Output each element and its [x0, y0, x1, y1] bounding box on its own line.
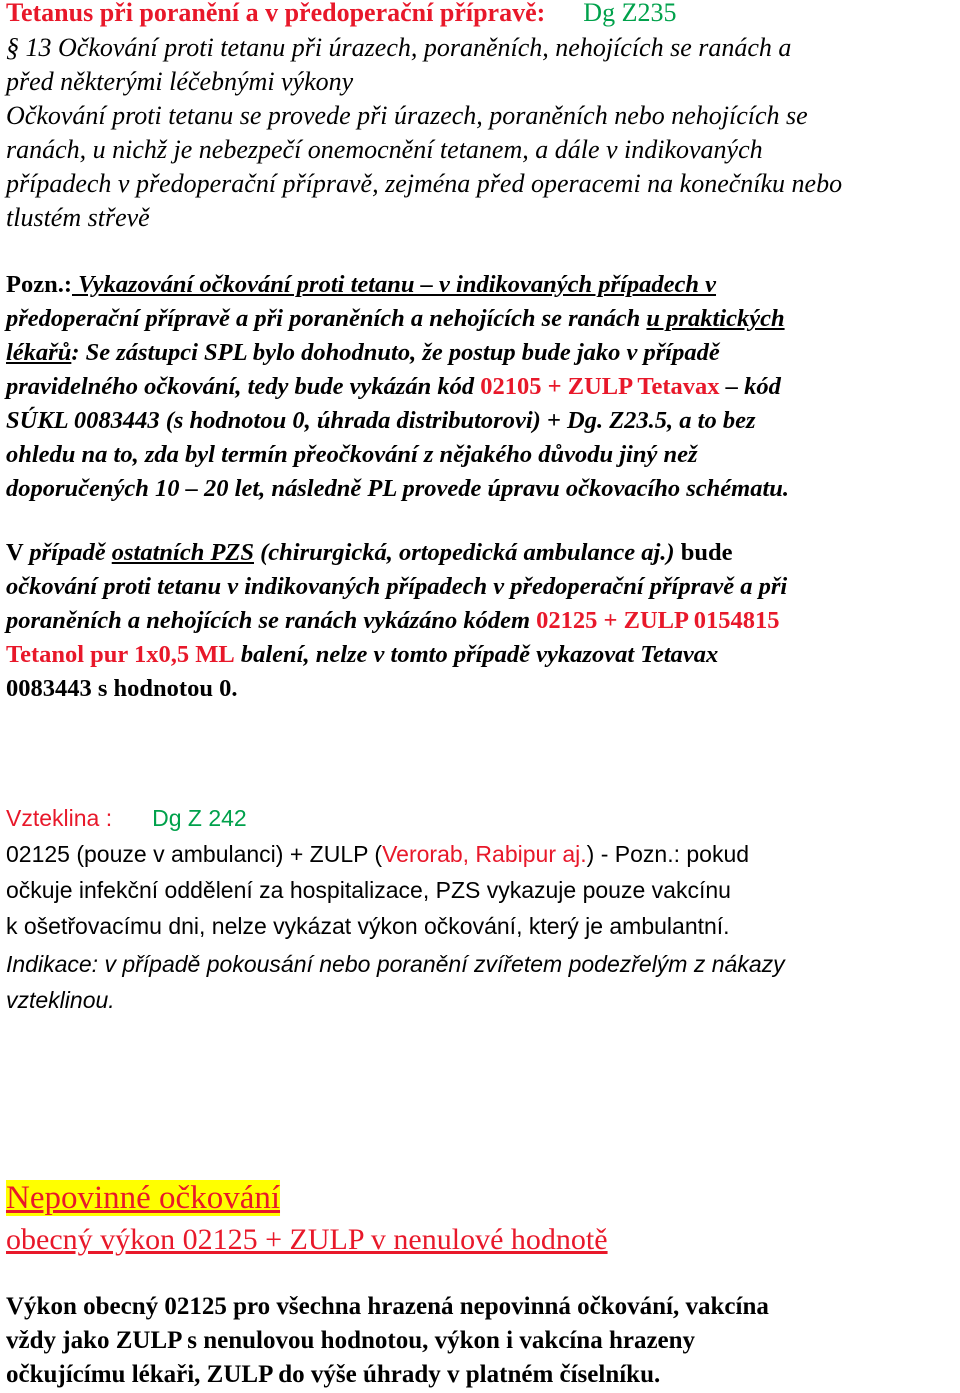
tetanus-text-line: před některými léčebnými výkony [6, 67, 354, 96]
pzs-line: poraněních a nehojících se ranách vykázáno kódem 02125 + ZULP 0154815 [6, 607, 780, 634]
tetanus-heading-line [6, 0, 676, 30]
optional-text-line: očkujícímu lékaři, ZULP do výše úhrady v platném číselníku. [6, 1361, 661, 1388]
tetanus-text-line: ranách, u nichž je nebezpečí onemocnění tetanem, a dále v indikovaných [6, 135, 763, 164]
rabies-indication: vzteklinou. [6, 987, 115, 1013]
note-line: doporučených 10 – 20 let, následně PL provede úpravu očkovacího schématu. [6, 475, 790, 502]
note-code-tetavax: 02105 + ZULP Tetavax [480, 373, 720, 400]
note-line: SÚKL 0083443 (s hodnotou 0, úhrada distributorovi) + Dg. Z23.5, a to bez [6, 407, 756, 434]
optional-text-line: vždy jako ZULP s nenulovou hodnotou, výkon i vakcína hrazeny [6, 1327, 696, 1354]
optional-text-line: Výkon obecný 02125 pro všechna hrazená nepovinná očkování, vakcína [6, 1293, 769, 1320]
tetanus-text-line: případech v předoperační přípravě, zejména před operacemi na konečníku nebo [6, 169, 843, 198]
tetanus-section-line: § 13 Očkování proti tetanu při úrazech, poraněních, nehojících se ranách a [6, 33, 792, 62]
rabies-indication: Indikace: v případě pokousání nebo poranění zvířetem podezřelým z nákazy [6, 951, 785, 977]
note-line: předoperační přípravě a při poraněních a nehojících se ranách u praktických [6, 305, 785, 332]
rabies-vaccines: Verorab, Rabipur aj. [382, 841, 587, 867]
optional-subheading: obecný výkon 02125 + ZULP v nenulové hodnotě [6, 1223, 608, 1256]
rabies-line: k ošetřovacímu dni, nelze vykázat výkon očkování, který je ambulantní. [6, 913, 730, 939]
pzs-line: 0083443 s hodnotou 0. [6, 675, 238, 702]
tetanus-text-line: Očkování proti tetanu se provede při úrazech, poraněních nebo nehojících se [6, 101, 808, 130]
rabies-heading-line [6, 800, 247, 836]
note-line: pravidelného očkování, tedy bude vykázán kód 02105 + ZULP Tetavax – kód [6, 373, 781, 400]
rabies-line: očkuje infekční oddělení za hospitalizace, PZS vykazuje pouze vakcínu [6, 877, 731, 903]
rabies-dg-code: Dg Z 242 [152, 805, 247, 831]
pzs-line: Tetanol pur 1x0,5 ML balení, nelze v tomto případě vykazovat Tetavax [6, 641, 719, 668]
note-text: Vykazování očkování proti tetanu – v indikovaných případech v [72, 271, 717, 298]
note-line [6, 268, 716, 302]
note-line: ohledu na to, zda byl termín přeočkování z nějakého důvodu jiný než [6, 441, 698, 468]
tetanus-heading: Tetanus při poranění a v předoperační přípravě: [6, 0, 546, 27]
tetanus-dg-code: Dg Z235 [583, 0, 677, 27]
pzs-line: očkování proti tetanu v indikovaných případech v předoperační přípravě a při [6, 573, 788, 600]
rabies-heading: Vzteklina : [6, 805, 113, 831]
rabies-line: 02125 (pouze v ambulanci) + ZULP (Verorab, Rabipur aj.) - Pozn.: pokud [6, 841, 750, 867]
optional-heading: Nepovinné očkování [6, 1180, 281, 1216]
pzs-code: 02125 + ZULP 0154815 [536, 607, 780, 634]
note-label: Pozn.: [6, 271, 72, 298]
pzs-line: V případě ostatních PZS (chirurgická, ortopedická ambulance aj.) bude [6, 539, 733, 566]
note-practitioners: u praktických [646, 305, 785, 332]
optional-heading-line [6, 1177, 280, 1219]
tetanus-text-line: tlustém střevě [6, 203, 150, 232]
note-line: lékařů: Se zástupci SPL bylo dohodnuto, že postup bude jako v případě [6, 339, 720, 366]
pzs-tetanol: Tetanol pur 1x0,5 ML [6, 641, 235, 668]
pzs-other: ostatních PZS [111, 539, 254, 566]
